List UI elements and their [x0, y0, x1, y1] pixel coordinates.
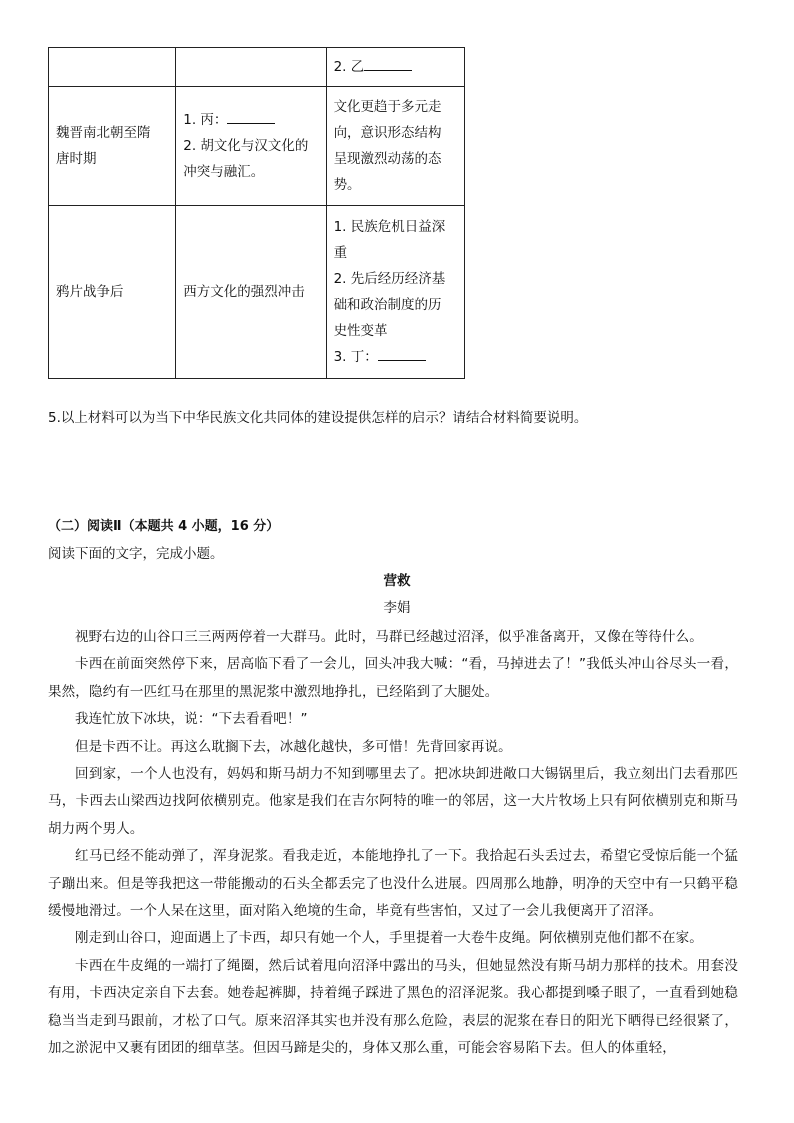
passage-body: [48, 624, 738, 1063]
table-cell-period-2: [49, 87, 176, 206]
section-instruction: 阅读下面的文字，完成小题。: [48, 546, 224, 562]
answer-blank-bing: [227, 107, 275, 124]
table-cell-features-1: [326, 48, 464, 87]
features-text: 2. 先后经历经济基: [333, 271, 446, 287]
answer-blank-ding: [378, 344, 426, 361]
paragraph: 卡西在前面突然停下来，居高临下看了一会儿，回头冲我大喊：“看，马掉进去了！”我低头冲山谷尽头一看，果然，隐约有一匹红马在那里的黑泥浆中激烈地挣扎，已经陷到了大腿处。: [48, 656, 738, 700]
features-text: 向，意识形态结构: [333, 125, 442, 141]
answer-label-yi: 2. 乙: [333, 59, 365, 75]
answer-label-bing: 1. 丙：: [183, 112, 228, 128]
paragraph: 回到家，一个人也没有，妈妈和斯马胡力不知到哪里去了。把冰块卸进敞口大锡锅里后，我立刻出门去看那匹马，卡西去山梁西边找阿依横别克。他家是我们在吉尔阿特的唯一的邻居，这一大片牧场上只有阿依横别克和斯马胡力两个男人。: [48, 766, 738, 837]
features-text: 重: [333, 245, 348, 261]
table-row: [49, 206, 465, 379]
features-text: 势。: [333, 177, 361, 193]
paragraph: 红马已经不能动弹了，浑身泥浆。看我走近，本能地挣扎了一下。我拾起石头丢过去，希望它受惊后能一个猛子蹦出来。但是等我把这一带能搬动的石头全都丢完了也没什么进展。四周那么地静，明净的天空中有一只鹤平稳缓慢地滑过。一个人呆在这里，面对陷入绝境的生命，毕竟有些害怕，又过了一会儿我便离开了沼泽。: [48, 848, 738, 920]
answer-label-ding: 3. 丁：: [333, 349, 378, 365]
answer-blank-yi: [364, 54, 412, 71]
paragraph: 刚走到山谷口，迎面遇上了卡西，却只有她一个人，手里提着一大卷牛皮绳。阿依横别克他们都不在家。: [75, 930, 703, 947]
period-text: 唐时期: [56, 151, 97, 167]
question-5: 5.以上材料可以为当下中华民族文化共同体的建设提供怎样的启示？请结合材料简要说明。: [48, 410, 588, 426]
features-text: 呈现激烈动荡的态: [333, 151, 442, 167]
table-cell-events-3: [176, 206, 326, 379]
paragraph: 但是卡西不让。再这么耽搁下去，冰越化越快，多可惜！先背回家再说。: [75, 738, 512, 755]
table-cell-period-1: [49, 48, 176, 87]
period-text: 鸦片战争后: [56, 284, 124, 300]
events-text: 西方文化的强烈冲击: [183, 284, 305, 300]
passage-title: 营救: [383, 573, 411, 589]
table-cell-features-2: [326, 87, 464, 206]
passage-author: 李娟: [383, 600, 411, 616]
features-text: 文化更趋于多元走: [333, 99, 442, 115]
table-cell-period-3: [49, 206, 176, 379]
events-text: 2. 胡文化与汉文化的: [183, 138, 309, 154]
paragraph: 我连忙放下冰块，说：“下去看看吧！”: [75, 711, 308, 728]
table-cell-features-3: [326, 206, 464, 379]
features-text: 史性变革: [333, 323, 388, 339]
culture-table: [48, 47, 465, 379]
table-row: [49, 48, 465, 87]
features-text: 础和政治制度的历: [333, 297, 442, 313]
features-text: 1. 民族危机日益深: [333, 219, 446, 235]
events-text: 冲突与融汇。: [183, 164, 265, 180]
period-text: 魏晋南北朝至隋: [56, 125, 151, 141]
paragraph: 视野右边的山谷口三三两两停着一大群马。此时，马群已经越过沼泽，似乎准备离开，又像在等待什么。: [75, 629, 703, 645]
section-heading: （二）阅读Ⅱ（本题共 4 小题，16 分）: [48, 519, 280, 534]
table-cell-events-2: [176, 87, 326, 206]
table-cell-events-1: [176, 48, 326, 87]
paragraph: 卡西在牛皮绳的一端打了绳圈，然后试着甩向沼泽中露出的马头，但她显然没有斯马胡力那样的技术。用套没有用，卡西决定亲自下去套。她卷起裤脚，持着绳子踩进了黑色的沼泽泥浆。我心都提到嗓子眼了，一直看到她稳稳当当走到马跟前，才松了口气。原来沼泽其实也并没有那么危险，表层的泥浆在春日的阳光下晒得已经很紧了，加之淤泥中又裹有团团的细草茎。但因马蹄是尖的，身体又那么重，可能会容易陷下去。但人的体重轻，: [48, 957, 738, 1057]
table-row: [49, 87, 465, 206]
